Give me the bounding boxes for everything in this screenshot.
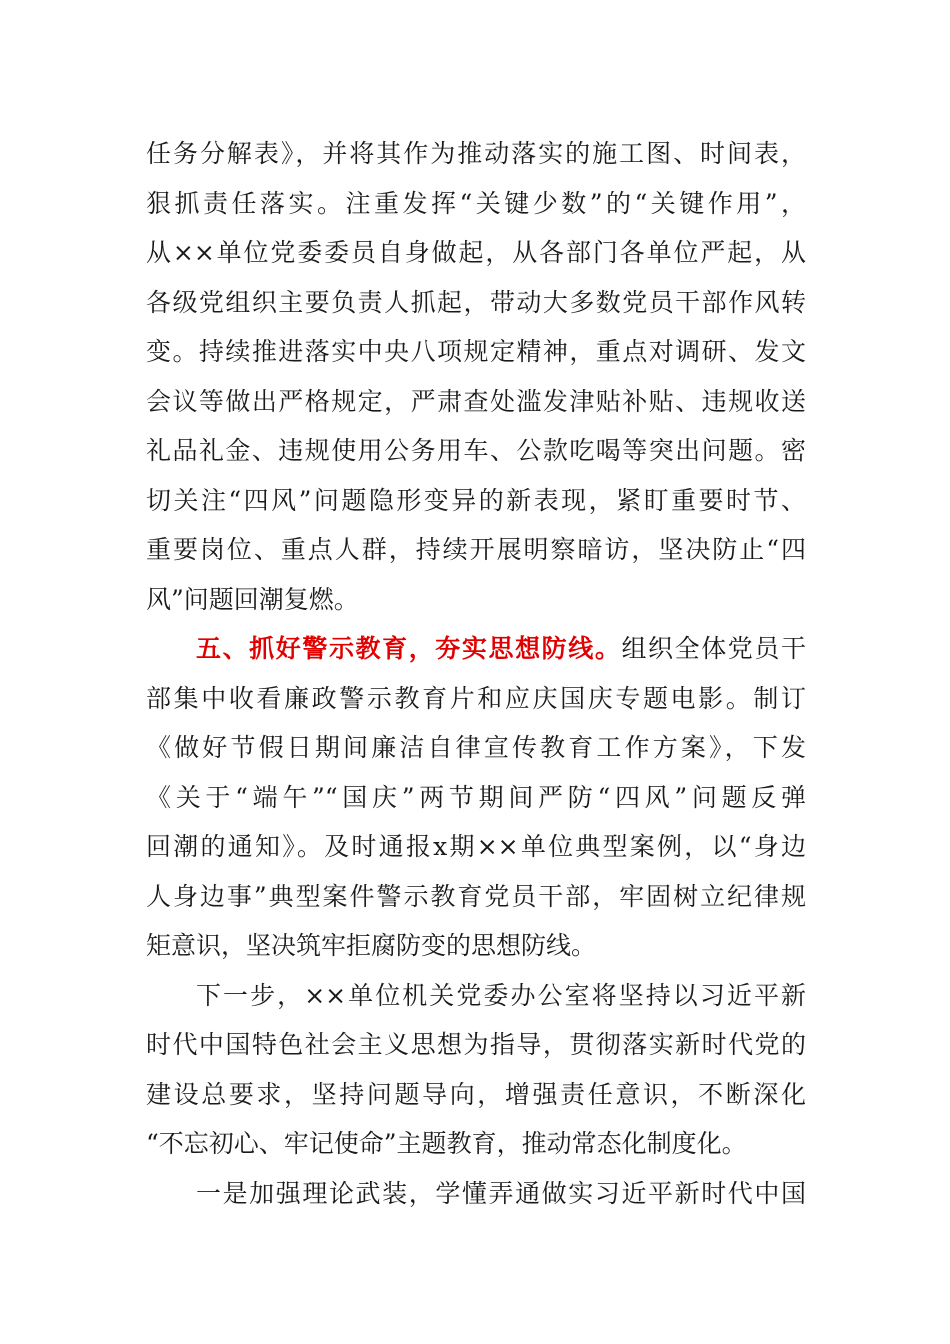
text-line: 人身边事”典型案件警示教育党员干部，牢固树立纪律规 [146, 881, 806, 911]
text-line: 下一步，××单位机关党委办公室将坚持以习近平新 [196, 980, 806, 1010]
text-line: 时代中国特色社会主义思想为指导，贯彻落实新时代党的 [146, 1030, 806, 1059]
paragraph-theory-arming [146, 1169, 806, 1219]
text-line: 任务分解表》，并将其作为推动落实的施工图、时间表， [146, 139, 806, 168]
text-line: 变。持续推进落实中央八项规定精神，重点对调研、发文 [146, 337, 806, 366]
text-line: 矩意识，坚决筑牢拒腐防变的思想防线。 [146, 931, 597, 960]
text-line: 一是加强理论武装，学懂弄通做实习近平新时代中国 [196, 1178, 806, 1208]
text-line: 回潮的通知》。及时通报x期××单位典型案例，以“身边 [146, 832, 806, 861]
text-line: 风”问题回潮复燃。 [146, 584, 359, 614]
text-line: 建设总要求，坚持问题导向，增强责任意识，不断深化 [146, 1079, 806, 1109]
text-line: 部集中收看廉政警示教育片和应庆国庆专题电影。制订 [146, 683, 806, 713]
section-heading: 五、抓好警示教育，夯实思想防线。 [196, 634, 622, 663]
text-line: 重要岗位、重点人群，持续开展明察暗访，坚决防止“四 [146, 535, 806, 564]
text-line: 各级党组织主要负责人抓起，带动大多数党员干部作风转 [146, 287, 806, 317]
text-line: 《关于“端午”“国庆”两节期间严防“四风”问题反弹 [146, 782, 806, 812]
paragraph-next-steps [146, 971, 806, 1169]
text-line: 从××单位党委委员自身做起，从各部门各单位严起，从 [146, 238, 806, 267]
text-line: 切关注“四风”问题隐形变异的新表现，紧盯重要时节、 [146, 485, 806, 515]
text-line: 《做好节假日期间廉洁自律宣传教育工作方案》，下发 [146, 733, 806, 762]
text-line: “不忘初心、牢记使命”主题教育，推动常态化制度化。 [146, 1129, 747, 1158]
heading-line-text: 组织全体党员干 [621, 634, 806, 663]
text-line: 会议等做出严格规定，严肃查处滥发津贴补贴、违规收送 [146, 386, 806, 416]
paragraph-warning-education [146, 624, 806, 971]
text-line: 狠抓责任落实。注重发挥“关键少数”的“关键作用”， [146, 188, 806, 218]
text-line [146, 624, 806, 674]
text-line: 礼品礼金、违规使用公务用车、公款吃喝等突出问题。密 [146, 436, 806, 465]
document-page [146, 129, 806, 1218]
paragraph-style-work [146, 129, 806, 624]
